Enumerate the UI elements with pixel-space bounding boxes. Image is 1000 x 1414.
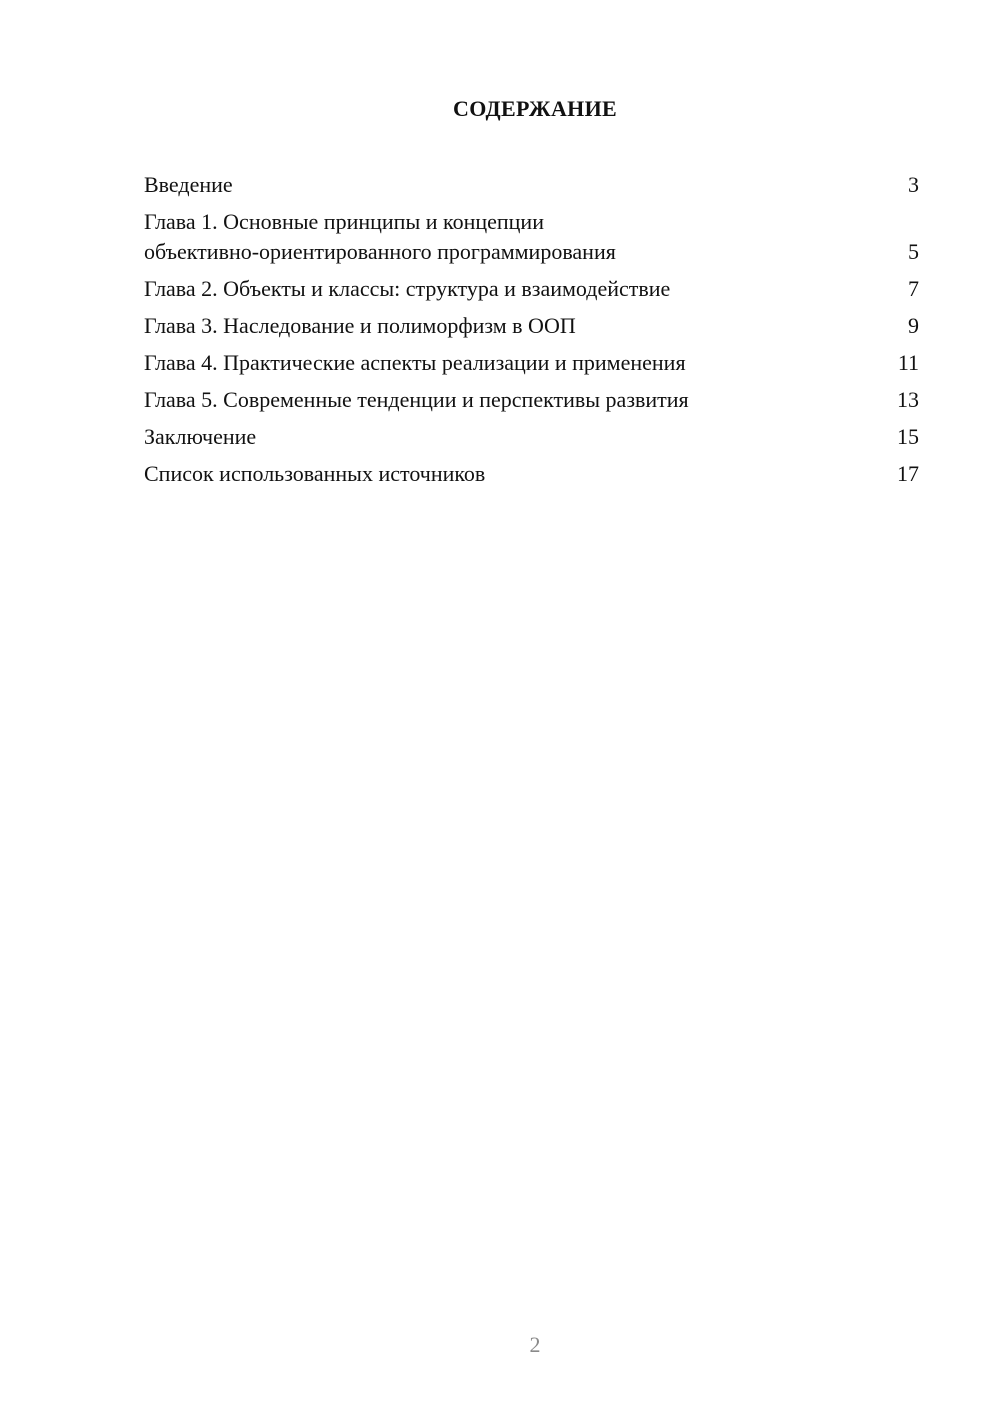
- toc-entry-text: [144, 170, 889, 200]
- toc-entry-text: [144, 348, 889, 378]
- toc-entry-line: Глава 4. Практические аспекты реализации и применения: [144, 350, 686, 375]
- toc-entry-conclusion: [144, 422, 919, 452]
- toc-title: СОДЕРЖАНИЕ: [453, 96, 617, 121]
- toc-entry-line: Глава 2. Объекты и классы: структура и взаимодействие: [144, 276, 671, 301]
- toc-entry-line: Глава 5. Современные тенденции и перспективы развития: [144, 387, 689, 412]
- toc-entry-text: [144, 422, 889, 452]
- toc-entry-introduction: [144, 170, 919, 200]
- toc-entry-text: [144, 459, 889, 489]
- toc-entry-chapter-1: [144, 207, 919, 267]
- toc-entry-references: [144, 459, 919, 489]
- toc-page-number: 5: [908, 239, 919, 264]
- toc-entry-line: Введение: [144, 172, 233, 197]
- toc-entry-line: Список использованных источников: [144, 461, 486, 486]
- toc-entry-chapter-3: [144, 311, 919, 341]
- toc-page-number: 7: [908, 276, 919, 301]
- toc-page-number: 17: [897, 461, 919, 486]
- toc-page-number: 3: [908, 172, 919, 197]
- toc-page-number: 11: [897, 350, 919, 375]
- toc-page-number: 13: [897, 387, 919, 412]
- toc-entry-line: объективно-ориентированного программирования: [144, 239, 616, 264]
- toc-entry-text: [144, 385, 889, 415]
- toc-entry-text: [144, 274, 889, 304]
- toc-entry-text: [144, 311, 889, 341]
- toc-entry-chapter-2: [144, 274, 919, 304]
- toc-entry-line: Заключение: [144, 424, 257, 449]
- page-number: 2: [529, 1332, 541, 1357]
- toc-entry-text: [144, 207, 889, 267]
- toc-page-number: 9: [908, 313, 919, 338]
- toc-entry-chapter-4: [144, 348, 919, 378]
- toc-entry-line: Глава 3. Наследование и полиморфизм в ООП: [144, 313, 576, 338]
- toc-page-number: 15: [897, 424, 919, 449]
- toc-entry-line: Глава 1. Основные принципы и концепции: [144, 209, 544, 234]
- table-of-contents: [144, 170, 919, 496]
- toc-entry-chapter-5: [144, 385, 919, 415]
